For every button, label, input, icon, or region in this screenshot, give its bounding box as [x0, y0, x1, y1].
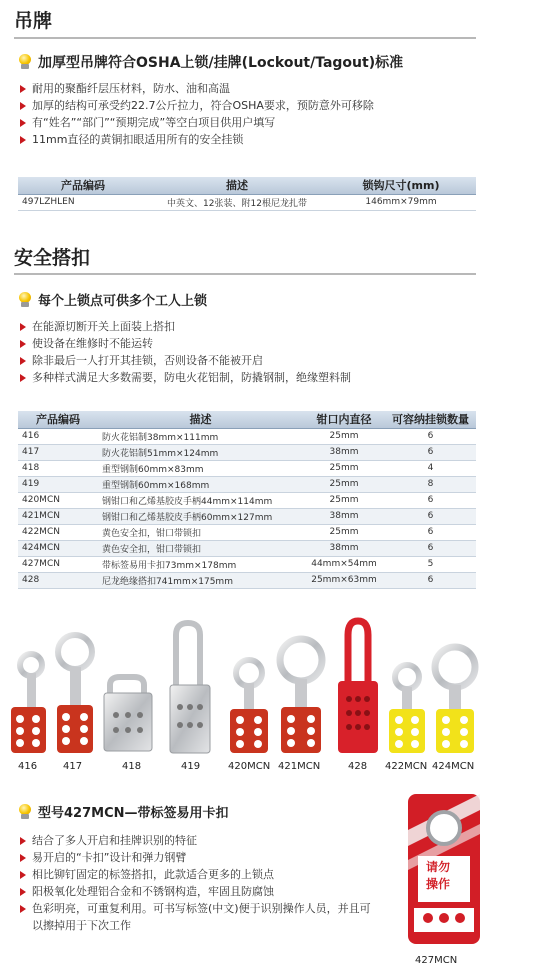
bullet-arrow-icon [20, 136, 26, 144]
column-header: 钳口内直径 [303, 411, 385, 428]
bullet-arrow-icon [20, 837, 26, 845]
bullet-arrow-icon [20, 119, 26, 127]
photo-label-424mcn: 424MCN [432, 761, 475, 772]
table-cell: 防火花铝制38mm×111mm [98, 428, 303, 444]
list-item: 有“姓名”“部门”“预期完成”等空白项目供用户填写 [18, 114, 374, 131]
tag-warning-text-2: 操作 [426, 877, 451, 891]
table-cell: 38mm [303, 540, 385, 556]
table-row [18, 524, 476, 540]
table-cell: 4 [385, 460, 476, 476]
column-header: 产品编码 [18, 411, 98, 428]
hasp-424mcn-image [435, 647, 475, 753]
table-cell: 38mm [303, 444, 385, 460]
tags-section-rule [14, 37, 476, 39]
photo-label-428: 428 [348, 761, 368, 772]
list-item: 耐用的聚酯纤层压材料，防水、油和高温 [18, 80, 374, 97]
list-item: 多种样式满足大多数需要，防电火花铝制，防撬钢制，绝缘塑料制 [18, 369, 351, 386]
bullet-arrow-icon [20, 374, 26, 382]
tags-spec-table [18, 177, 476, 211]
table-cell: 6 [385, 444, 476, 460]
hasps-section-rule [14, 273, 476, 275]
hasps-heading [18, 290, 207, 309]
column-header: 锁钩尺寸(mm) [326, 177, 476, 194]
table-cell: 6 [385, 572, 476, 588]
tag-warning-text-1: 请勿 [426, 860, 451, 874]
list-item: 结合了多人开启和挂牌识别的特征 [18, 832, 373, 849]
table-cell: 6 [385, 492, 476, 508]
photo-label-416: 416 [18, 761, 38, 772]
table-row [18, 194, 476, 210]
table-cell: 黄色安全扣，钳口带锁扣 [98, 524, 303, 540]
list-item: 除非最后一人打开其挂锁，否则设备不能被开启 [18, 352, 351, 369]
table-cell: 6 [385, 524, 476, 540]
bullet-arrow-icon [20, 85, 26, 93]
table-cell: 418 [18, 460, 98, 476]
table-cell: 钢钳口和乙烯基胶皮手柄44mm×114mm [98, 492, 303, 508]
table-row [18, 476, 476, 492]
table-cell: 25mm×63mm [303, 572, 385, 588]
bullet-arrow-icon [20, 854, 26, 862]
bullet-arrow-icon [20, 102, 26, 110]
table-cell: 497LZHLEN [18, 194, 148, 210]
bullet-arrow-icon [20, 905, 26, 913]
table-cell: 重型钢制60mm×83mm [98, 460, 303, 476]
table-cell: 6 [385, 428, 476, 444]
list-item: 在能源切断开关上面装上搭扣 [18, 318, 351, 335]
photo-label-419: 419 [181, 761, 201, 772]
table-cell: 5 [385, 556, 476, 572]
hasps-bullet-list [18, 318, 351, 386]
list-item: 使设备在维修时不能运转 [18, 335, 351, 352]
hasps-spec-table [18, 411, 476, 589]
bullet-arrow-icon [20, 340, 26, 348]
column-header: 描述 [148, 177, 326, 194]
list-item: 11mm直径的黄铜扣眼适用所有的安全挂锁 [18, 131, 374, 148]
photo-label-422mcn: 422MCN [385, 761, 428, 772]
table-cell: 424MCN [18, 540, 98, 556]
table-row [18, 556, 476, 572]
tags-bullet-list [18, 80, 374, 148]
table-cell: 防火花铝制51mm×124mm [98, 444, 303, 460]
table-cell: 25mm [303, 476, 385, 492]
bullet-arrow-icon [20, 871, 26, 879]
hasp-products-illustration [0, 615, 559, 775]
hasp-428-image [338, 621, 378, 753]
hasp-418-image [104, 677, 152, 751]
lightbulb-icon [18, 54, 32, 70]
hasp-416-image [11, 654, 46, 753]
table-cell: 黄色安全扣，钳口带锁扣 [98, 540, 303, 556]
list-item: 加厚的结构可承受约22.7公斤拉力，符合OSHA要求，预防意外可移除 [18, 97, 374, 114]
tags-heading [18, 52, 403, 72]
table-cell: 25mm [303, 524, 385, 540]
tags-section-title: 吊牌 [14, 10, 53, 32]
lightbulb-icon [18, 292, 32, 308]
lightbulb-icon [18, 804, 32, 820]
table-cell: 428 [18, 572, 98, 588]
table-row [18, 540, 476, 556]
bullet-arrow-icon [20, 323, 26, 331]
table-cell: 8 [385, 476, 476, 492]
list-item: 相比铆钉固定的标签搭扣，此款适合更多的上锁点 [18, 866, 373, 883]
hasp-420mcn-image [230, 660, 268, 753]
table-cell: 6 [385, 508, 476, 524]
table-header-row [18, 411, 476, 428]
table-cell: 25mm [303, 492, 385, 508]
table-cell: 6 [385, 540, 476, 556]
model427-heading [18, 802, 229, 821]
table-cell: 419 [18, 476, 98, 492]
model427-bullet-list [18, 832, 373, 934]
table-cell: 25mm [303, 428, 385, 444]
photo-label-427mcn: 427MCN [415, 955, 458, 966]
hasp-419-image [170, 623, 210, 753]
table-row [18, 428, 476, 444]
table-row [18, 460, 476, 476]
table-cell: 427MCN [18, 556, 98, 572]
hasps-heading-text: 每个上锁点可供多个工人上锁 [38, 294, 208, 309]
hasps-section-title: 安全搭扣 [14, 247, 91, 269]
list-item: 色彩明亮，可重复利用。可书写标签(中文)便于识别操作人员，并且可以擦掉用于下次工作 [18, 900, 373, 934]
table-cell: 146mm×79mm [326, 194, 476, 210]
table-cell: 重型钢制60mm×168mm [98, 476, 303, 492]
table-header-row [18, 177, 476, 194]
table-cell: 38mm [303, 508, 385, 524]
table-cell: 25mm [303, 460, 385, 476]
table-cell: 420MCN [18, 492, 98, 508]
table-cell: 417 [18, 444, 98, 460]
table-row [18, 508, 476, 524]
table-cell: 带标签易用卡扣73mm×178mm [98, 556, 303, 572]
bullet-arrow-icon [20, 357, 26, 365]
table-cell: 44mm×54mm [303, 556, 385, 572]
photo-label-417: 417 [63, 761, 83, 772]
column-header: 产品编码 [18, 177, 148, 194]
hasp-417-image [57, 635, 93, 753]
photo-label-421mcn: 421MCN [278, 761, 321, 772]
tags-heading-text: 加厚型吊牌符合OSHA上锁/挂牌(Lockout/Tagout)标准 [38, 55, 404, 71]
table-cell: 416 [18, 428, 98, 444]
model427-heading-text: 型号427MCN—带标签易用卡扣 [38, 806, 229, 821]
list-item: 易开启的“卡扣”设计和弹力钢臂 [18, 849, 373, 866]
table-cell: 钢钳口和乙烯基胶皮手柄60mm×127mm [98, 508, 303, 524]
list-item: 阳极氧化处理铝合金和不锈钢构造，牢固且防腐蚀 [18, 883, 373, 900]
table-cell: 421MCN [18, 508, 98, 524]
column-header: 可容纳挂锁数量 [385, 411, 476, 428]
table-row [18, 492, 476, 508]
photo-label-420mcn: 420MCN [228, 761, 271, 772]
table-cell: 中英文、12张装、附12根尼龙扎带 [148, 194, 326, 210]
hasp-422mcn-image [389, 665, 425, 753]
table-cell: 尼龙绝缘搭扣741mm×175mm [98, 572, 303, 588]
column-header: 描述 [98, 411, 303, 428]
hasp-421mcn-image [280, 639, 322, 753]
bullet-arrow-icon [20, 888, 26, 896]
table-row [18, 444, 476, 460]
table-row [18, 572, 476, 588]
table-cell: 422MCN [18, 524, 98, 540]
photo-label-418: 418 [122, 761, 142, 772]
